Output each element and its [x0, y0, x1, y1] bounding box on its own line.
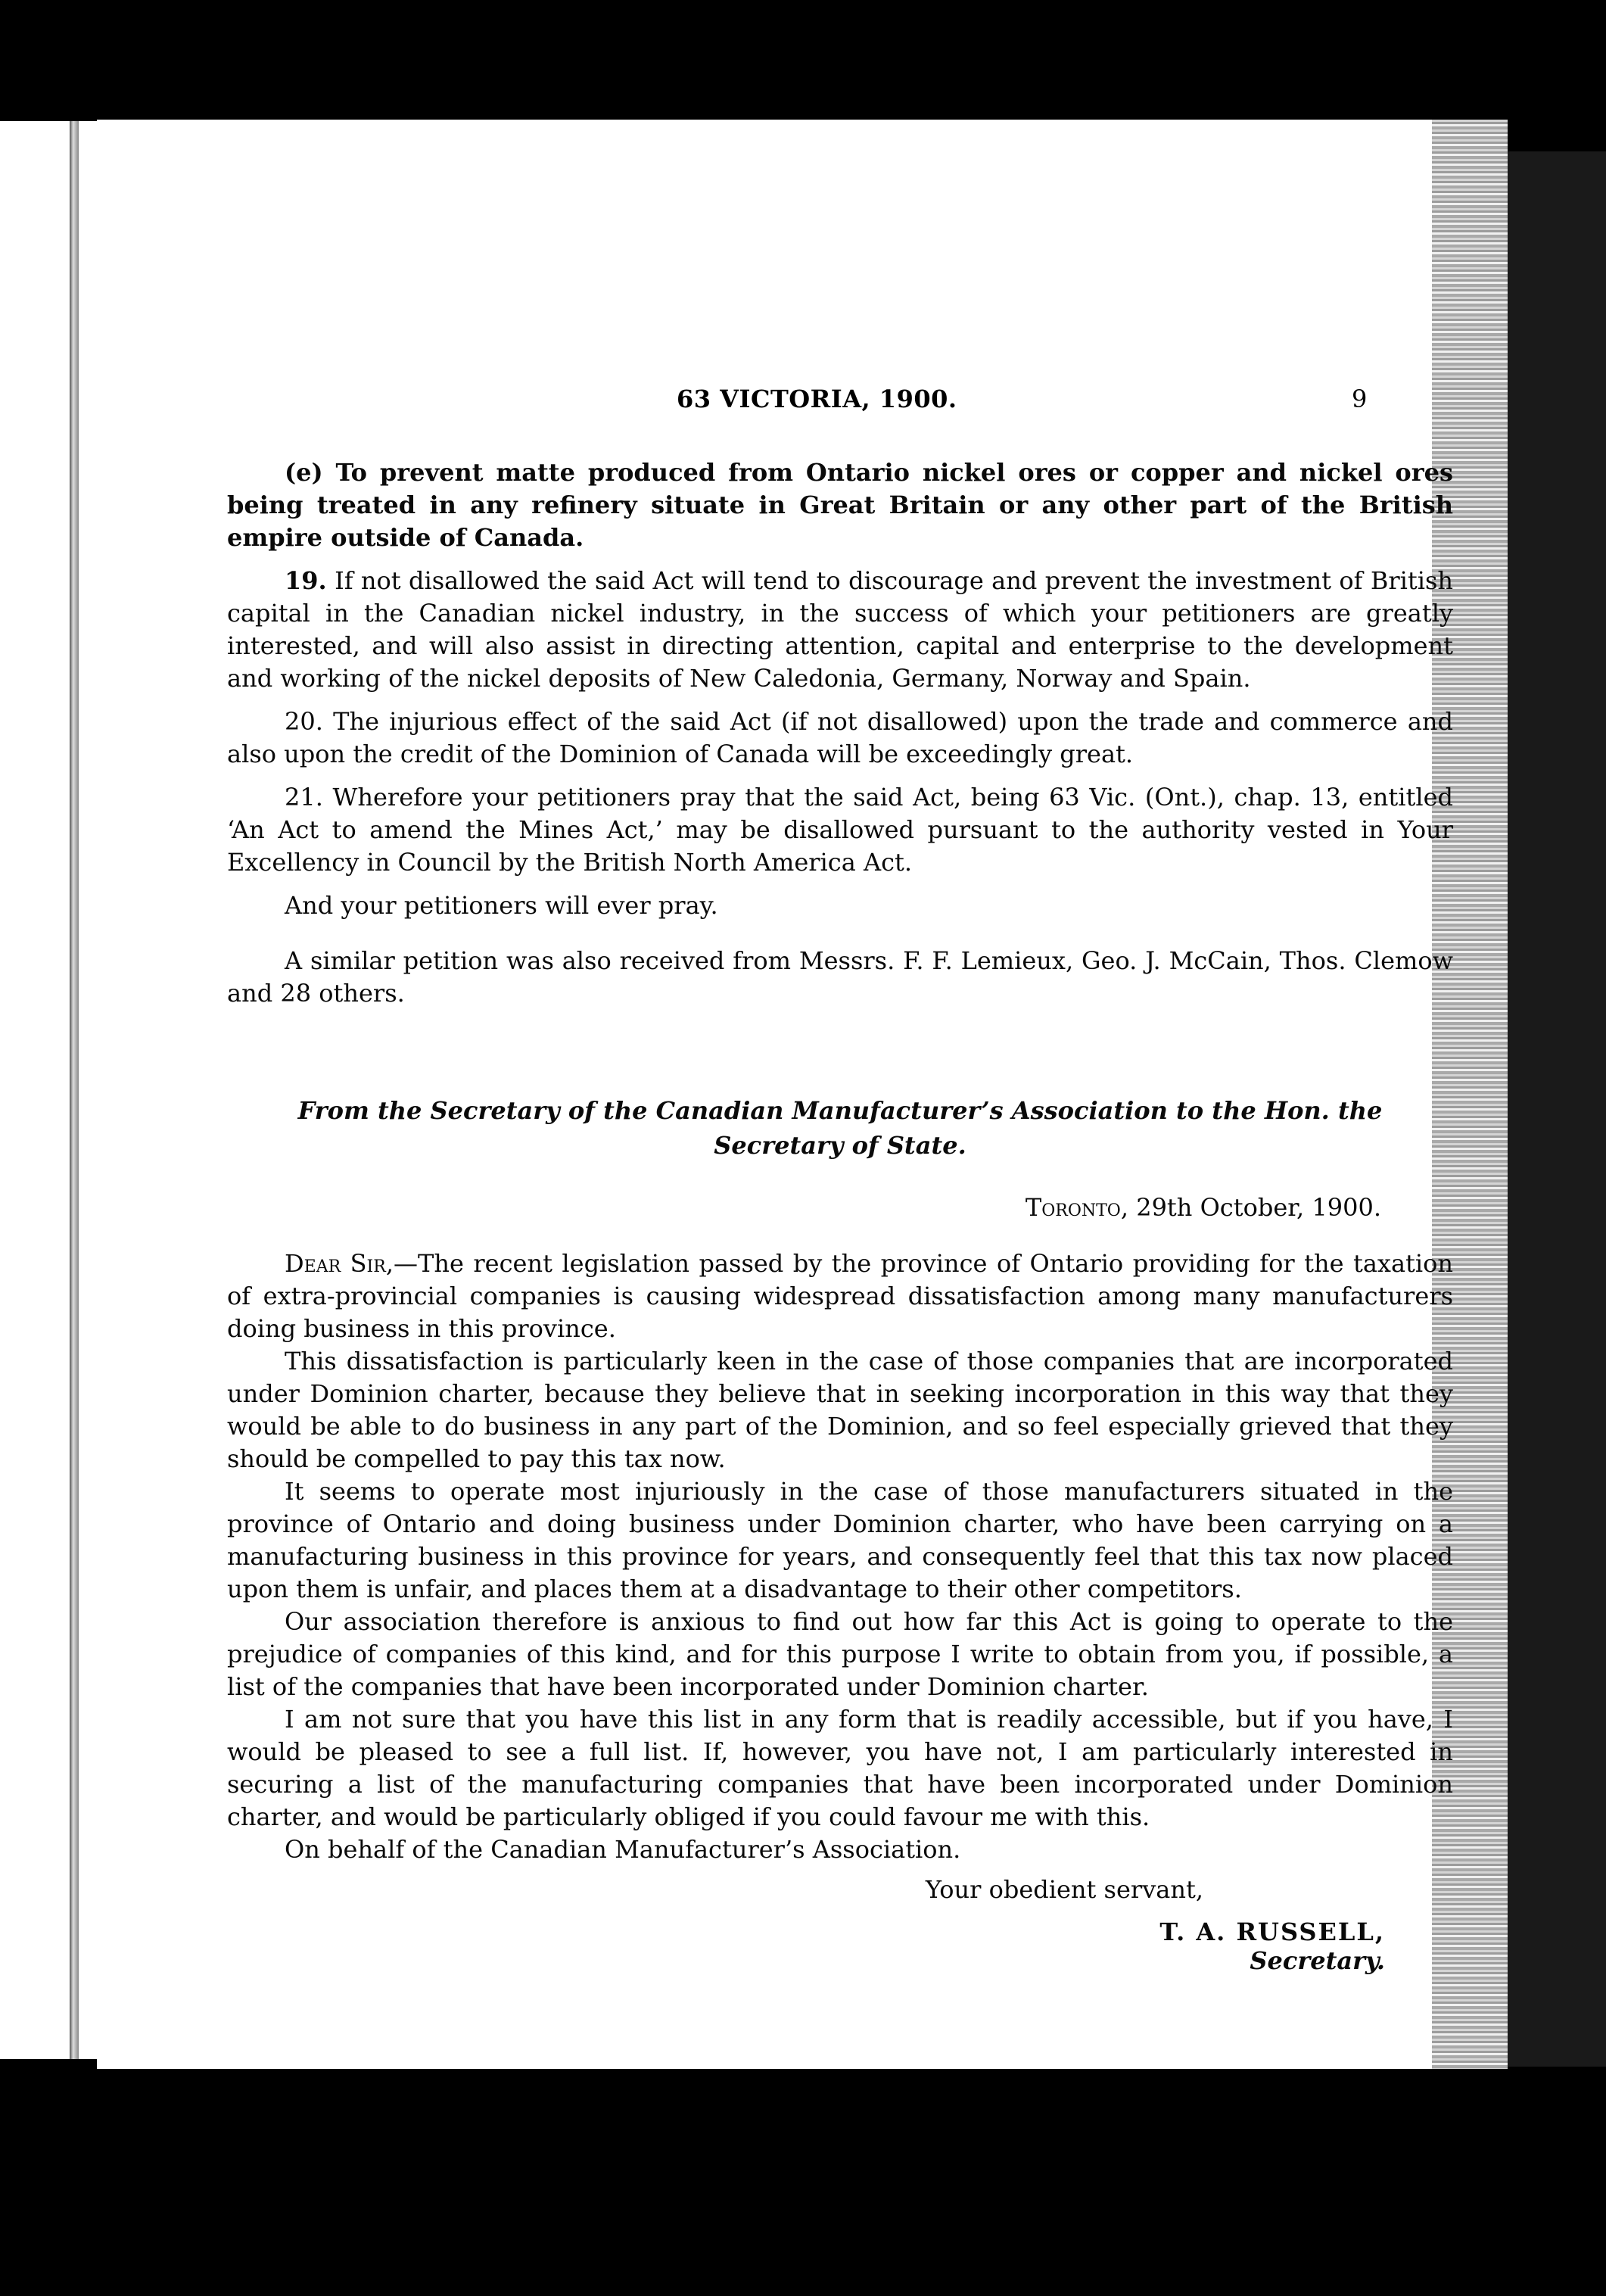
letter-para-6: On behalf of the Canadian Manufacturer’s Association. [285, 1835, 961, 1864]
page-edge-shadow [1508, 151, 1606, 2067]
book-gutter [70, 121, 79, 2059]
dateline-place: Toronto, [1025, 1193, 1129, 1222]
letter-heading-line1: From the Secretary of the Canadian Manufacturer’s Association to the Hon. the [297, 1096, 1383, 1125]
para-20: 20. The injurious effect of the said Act (if not disallowed) upon the trade and commerce and also upon the credit of the Dominion of Canada will be exceedingly great. [227, 707, 1453, 768]
book-spine-left-page [0, 121, 97, 2059]
para-19-text: If not disallowed the said Act will tend to discourage and prevent the investment of British capital in the Canadian nickel industry, in the success of which your petitioners are greatly interested, and will also assist in directing attention, capital and enterprise to the development and working of the nickel deposits of New Caledonia, Germany, Norway and Spain. [227, 566, 1454, 693]
dateline [227, 1193, 1453, 1222]
letter-heading-line2: Secretary of State. [714, 1131, 966, 1160]
valediction: Your obedient servant, [925, 1875, 1203, 1904]
document-page [97, 120, 1508, 2069]
para-19 [227, 565, 1453, 695]
letter-para-3: It seems to operate most injuriously in the case of those manufacturers situated in the province of Ontario and doing business under Dominion charter, who have been carrying on a manufacturing business in this province for years, and consequently feel that this tax now placed upon them is unfair, and places them at a disadvantage to their other competitors. [227, 1477, 1453, 1603]
para-21: 21. Wherefore your petitioners pray that the said Act, being 63 Vic. (Ont.), chap. 13, entitled ‘An Act to amend the Mines Act,’ may be disallowed pursuant to the authority vested in Your Excellency in Council by the British North America Act. [227, 783, 1453, 877]
letter-para-5: I am not sure that you have this list in any form that is readily accessible, but if you have, I would be pleased to see a full list. If, however, you have not, I am particularly interested in securing a list of the manufacturing companies that have been incorporated under Dominion charter, and would be particularly obliged if you could favour me with this. [227, 1705, 1453, 1831]
signer-name: T. A. RUSSELL, [1159, 1917, 1385, 1946]
letter-para-4: Our association therefore is anxious to find out how far this Act is going to operate to the prejudice of companies of this kind, and for this purpose I write to obtain from you, if possible, a list of the companies that have been incorporated under Dominion charter. [227, 1607, 1453, 1701]
page-number: 9 [1352, 385, 1368, 413]
similar-petition-note: A similar petition was also received from Messrs. F. F. Lemieux, Geo. J. McCain, Thos. Clemow and 28 others. [227, 946, 1453, 1008]
letter-para-1 [227, 1248, 1453, 1345]
letter-heading [227, 1093, 1453, 1163]
signer-title: Secretary. [1250, 1946, 1385, 1975]
letter-para-1-text: —The recent legislation passed by the province of Ontario providing for the taxation of extra-provincial companies is causing widespread dissatisfaction among many manufacturers doing business in this province. [227, 1249, 1453, 1343]
petition-section [227, 456, 1453, 1975]
letter-para-2: This dissatisfaction is particularly keen in the case of those companies that are incorporated under Dominion charter, because they believe that in seeking incorporation in this way that they would be able to do business in any part of the Dominion, and so feel especially grieved that they should be compelled to pay this tax now. [227, 1347, 1453, 1473]
salutation: Dear Sir, [285, 1249, 394, 1278]
para-19-number: 19. [285, 566, 327, 595]
para-e: (e) To prevent matte produced from Ontario nickel ores or copper and nickel ores being treated in any refinery situate in Great Britain or any other part of the British empire outside of Canada. [227, 458, 1453, 552]
petition-closing: And your petitioners will ever pray. [285, 891, 718, 920]
dateline-date: 29th October, 1900. [1136, 1193, 1381, 1222]
running-title: 63 VICTORIA, 1900. [677, 385, 957, 413]
